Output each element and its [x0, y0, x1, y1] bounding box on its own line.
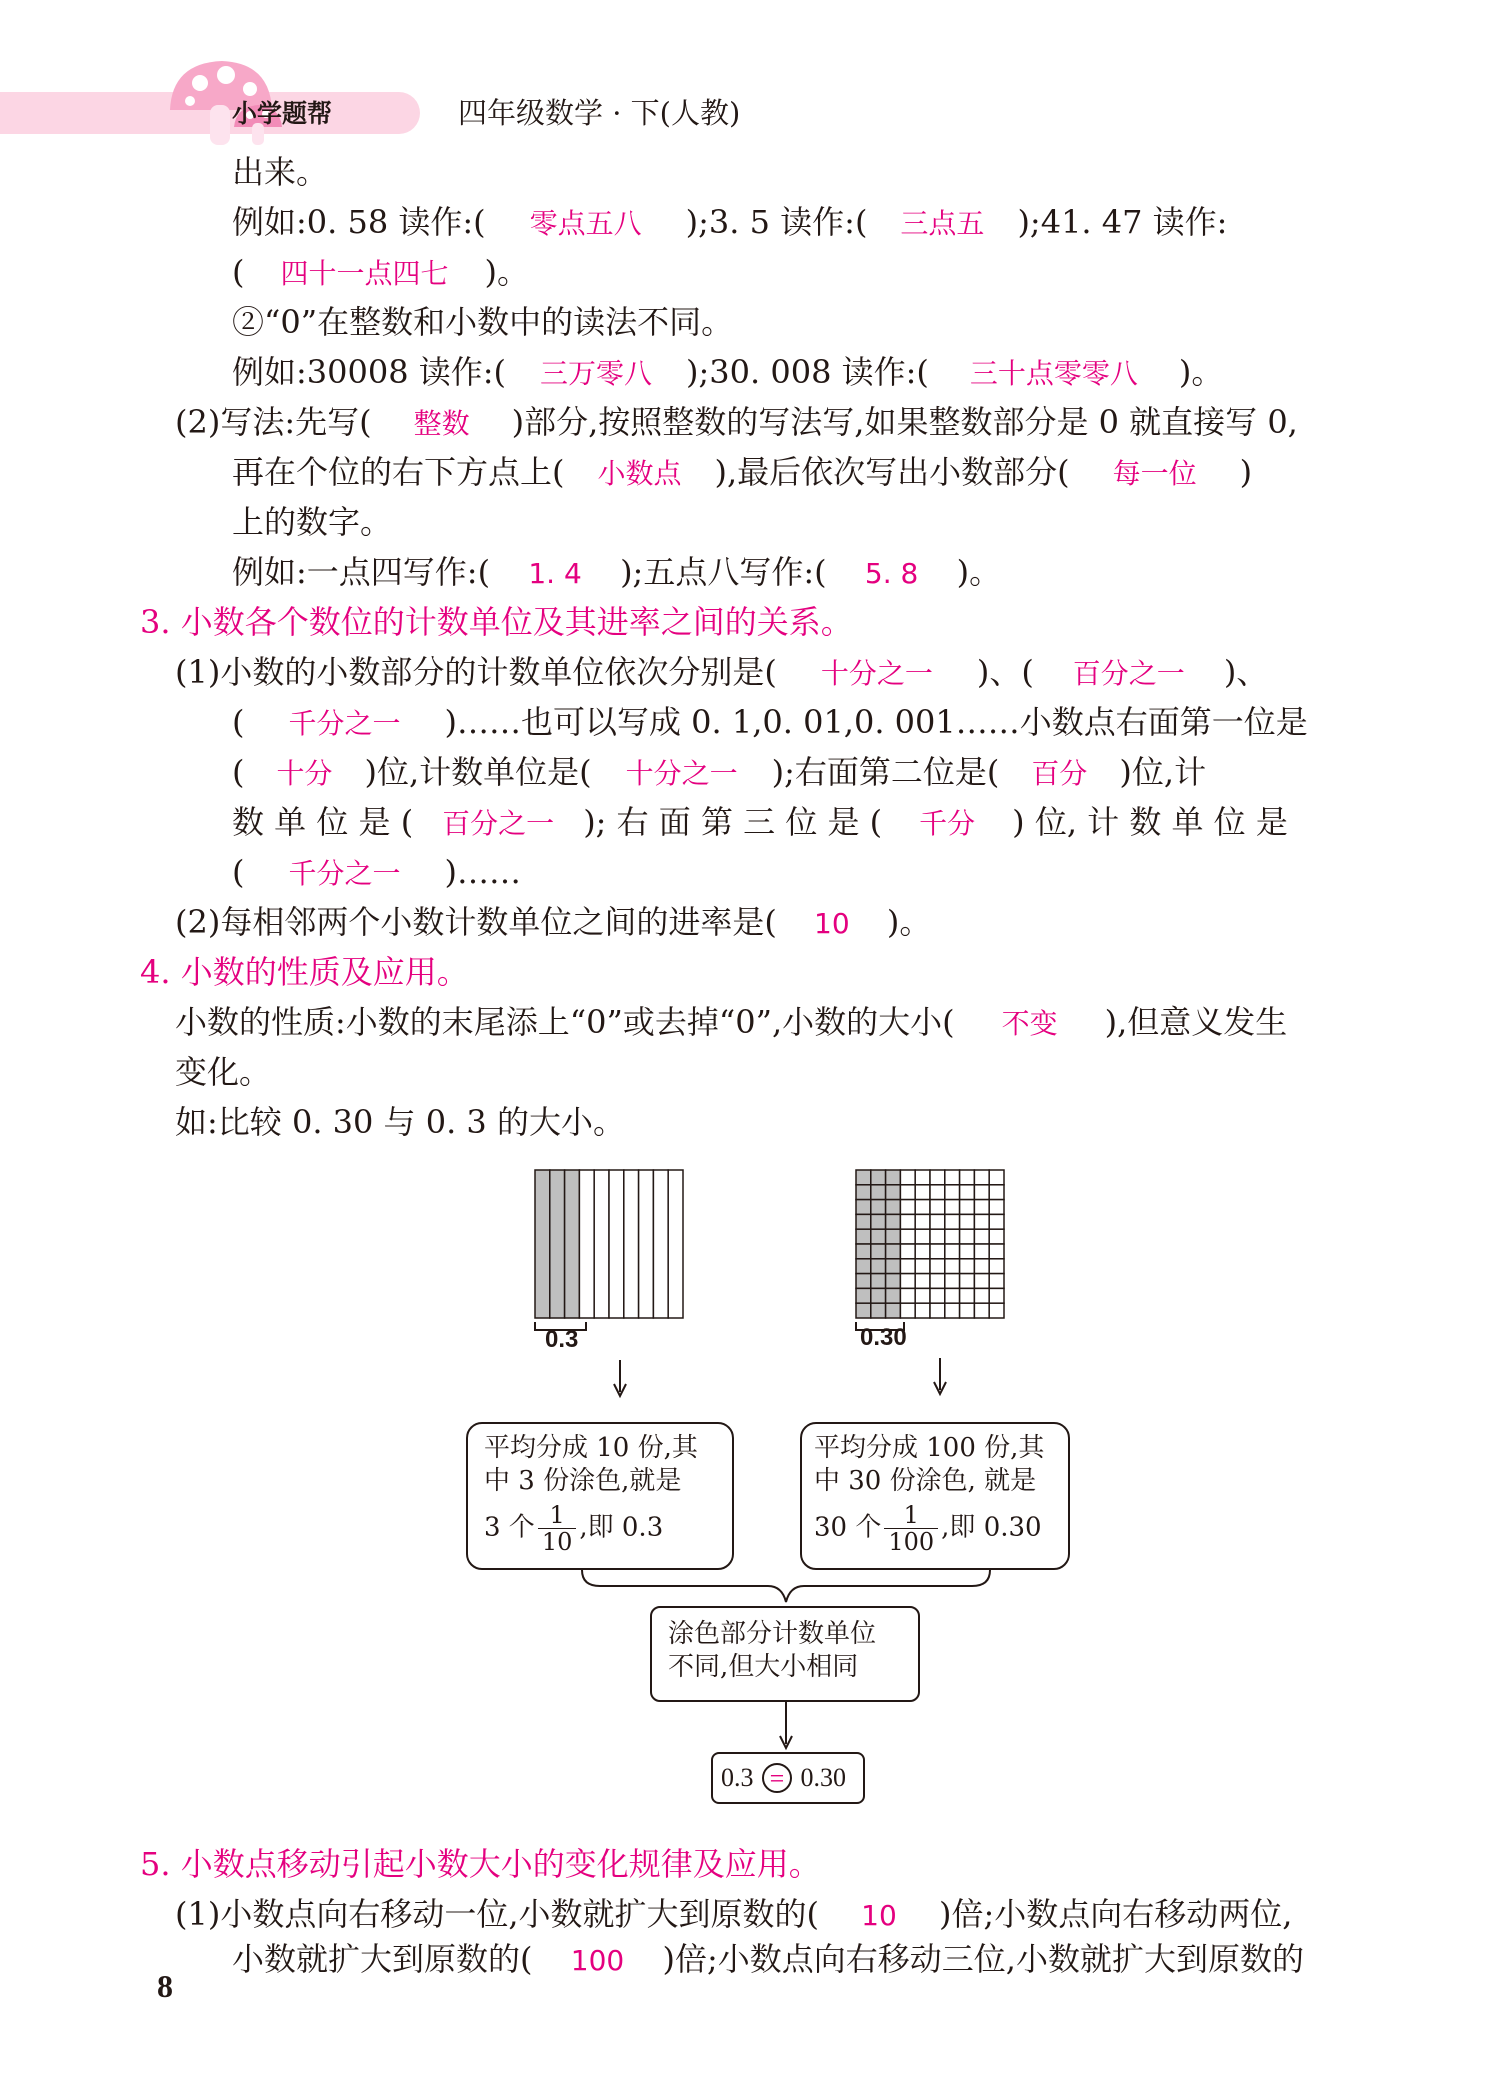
answer: 小数点	[597, 457, 682, 490]
hundredth-cell	[900, 1229, 915, 1244]
tenth-strip	[565, 1170, 580, 1318]
text-line: ( 四十一点四七 )。	[232, 248, 529, 298]
hundredth-cell	[974, 1185, 989, 1200]
hundredth-cell	[974, 1288, 989, 1303]
hundredth-cell	[871, 1259, 886, 1274]
hundredth-cell	[900, 1214, 915, 1229]
hundredth-cell	[915, 1259, 930, 1274]
tenths-grid	[535, 1170, 683, 1318]
answer: 十分	[276, 757, 333, 790]
hundredth-cell	[989, 1200, 1004, 1215]
explain-box-right: 平均分成 100 份,其 中 30 份涂色, 就是 30 个 $\frac{1}{100}$ ,即 0.30	[800, 1422, 1070, 1570]
text-line: 如:比较 0. 30 与 0. 3 的大小。	[175, 1103, 625, 1141]
text-line: 上的数字。	[232, 503, 393, 541]
answer: 10	[861, 1899, 897, 1932]
result-box: 0.3 = 0.30	[711, 1752, 865, 1804]
hundredth-cell	[915, 1288, 930, 1303]
hundredth-cell	[856, 1200, 871, 1215]
hundredth-cell	[915, 1244, 930, 1259]
hundredth-cell	[974, 1170, 989, 1185]
hundredth-cell	[871, 1274, 886, 1289]
hundredth-cell	[886, 1200, 901, 1215]
hundredth-cell	[930, 1170, 945, 1185]
hundredth-cell	[930, 1214, 945, 1229]
answer: 三万零八	[540, 357, 653, 390]
hundredth-cell	[900, 1185, 915, 1200]
header-tag: 小学题帮	[232, 99, 333, 128]
grid-label-left: 0.3	[545, 1326, 579, 1353]
hundredth-cell	[886, 1303, 901, 1318]
tenth-strip	[579, 1170, 594, 1318]
text-line: ②“0”在整数和小数中的读法不同。	[232, 303, 734, 341]
hundredth-cell	[871, 1303, 886, 1318]
hundredth-cell	[915, 1229, 930, 1244]
hundredth-cell	[930, 1288, 945, 1303]
hundredth-cell	[960, 1229, 975, 1244]
hundredth-cell	[930, 1229, 945, 1244]
hundredth-cell	[974, 1214, 989, 1229]
answer: 零点五八	[529, 207, 642, 240]
hundredth-cell	[915, 1214, 930, 1229]
answer: 整数	[413, 407, 470, 440]
hundredth-cell	[974, 1259, 989, 1274]
hundredth-cell	[871, 1229, 886, 1244]
hundredth-cell	[989, 1214, 1004, 1229]
hundredth-cell	[871, 1214, 886, 1229]
section-heading: 3. 小数各个数位的计数单位及其进率之间的关系。	[140, 603, 853, 641]
answer: 四十一点四七	[280, 257, 449, 290]
hundredth-cell	[930, 1303, 945, 1318]
hundredth-cell	[900, 1288, 915, 1303]
hundredth-cell	[960, 1214, 975, 1229]
hundredth-cell	[930, 1185, 945, 1200]
text-line: 小数就扩大到原数的( 100 )倍;小数点向右移动三位,小数就扩大到原数的	[232, 1935, 1304, 1985]
hundredth-cell	[915, 1185, 930, 1200]
hundredth-cell	[900, 1274, 915, 1289]
answer: 每一位	[1112, 457, 1197, 490]
hundredth-cell	[886, 1229, 901, 1244]
hundredth-cell	[960, 1274, 975, 1289]
hundredth-cell	[856, 1303, 871, 1318]
hundredth-cell	[989, 1170, 1004, 1185]
hundredth-cell	[856, 1288, 871, 1303]
hundredth-cell	[856, 1185, 871, 1200]
hundredth-cell	[960, 1288, 975, 1303]
text-line: 小数的性质:小数的末尾添上“0”或去掉“0”,小数的大小( 不变 ),但意义发生	[175, 998, 1287, 1048]
text-line: ( 千分之一 )……也可以写成 0. 1,0. 01,0. 001……小数点右面第一位是	[232, 698, 1308, 748]
hundredth-cell	[871, 1288, 886, 1303]
hundredth-cell	[900, 1200, 915, 1215]
arrow-down-icon	[614, 1360, 626, 1396]
hundredth-cell	[989, 1244, 1004, 1259]
hundredth-cell	[989, 1303, 1004, 1318]
hundredth-cell	[886, 1274, 901, 1289]
hundredth-cell	[886, 1214, 901, 1229]
hundredth-cell	[989, 1274, 1004, 1289]
answer: 100	[570, 1944, 625, 1977]
hundredth-cell	[945, 1214, 960, 1229]
hundredth-cell	[871, 1244, 886, 1259]
tenth-strip	[550, 1170, 565, 1318]
text-line: (1)小数的小数部分的计数单位依次分别是( 十分之一 )、( 百分之一 )、	[175, 648, 1268, 698]
hundredth-cell	[915, 1200, 930, 1215]
hundredth-cell	[989, 1229, 1004, 1244]
hundredth-cell	[900, 1259, 915, 1274]
hundredth-cell	[974, 1229, 989, 1244]
hundredth-cell	[856, 1259, 871, 1274]
hundredth-cell	[960, 1200, 975, 1215]
hundredth-cell	[886, 1244, 901, 1259]
tenth-strip	[668, 1170, 683, 1318]
answer: 百分之一	[442, 807, 555, 840]
hundredth-cell	[900, 1303, 915, 1318]
answer: 百分之一	[1072, 657, 1185, 690]
hundredth-cell	[930, 1244, 945, 1259]
explain-box-left: 平均分成 10 份,其 中 3 份涂色,就是 3 个 $\frac{1}{10}$ ,即 0.3	[466, 1422, 734, 1570]
hundredth-cell	[886, 1288, 901, 1303]
section-heading: 4. 小数的性质及应用。	[140, 953, 469, 991]
tenth-strip	[624, 1170, 639, 1318]
answer: 千分之一	[288, 857, 401, 890]
hundredth-cell	[945, 1259, 960, 1274]
text-line: 出来。	[232, 153, 329, 191]
text-line: (2)每相邻两个小数计数单位之间的进率是( 10 )。	[175, 898, 931, 948]
equals-sign: =	[762, 1763, 792, 1793]
hundredth-cell	[960, 1303, 975, 1318]
answer: 千分	[919, 807, 976, 840]
conclusion-box: 涂色部分计数单位 不同,但大小相同	[650, 1606, 920, 1702]
hundredth-cell	[886, 1259, 901, 1274]
hundredth-cell	[945, 1170, 960, 1185]
hundredth-cell	[930, 1200, 945, 1215]
hundredth-cell	[856, 1214, 871, 1229]
hundredth-cell	[989, 1185, 1004, 1200]
tenth-strip	[609, 1170, 624, 1318]
arrow-down-icon	[934, 1358, 946, 1394]
hundredth-cell	[960, 1170, 975, 1185]
header-title: 四年级数学 · 下(人教)	[458, 96, 741, 130]
hundredth-cell	[974, 1244, 989, 1259]
hundredth-cell	[915, 1170, 930, 1185]
hundredth-cell	[915, 1274, 930, 1289]
answer: 百分	[1031, 757, 1088, 790]
hundredth-cell	[915, 1303, 930, 1318]
tenth-strip	[535, 1170, 550, 1318]
answer: 1. 4	[528, 557, 582, 590]
hundredth-cell	[945, 1200, 960, 1215]
fraction: $\frac{1}{100}$	[884, 1502, 938, 1555]
arrow-down-icon	[780, 1702, 792, 1748]
text-line: ( 十分 )位,计数单位是( 十分之一 );右面第二位是( 百分 )位,计	[232, 748, 1206, 798]
hundredth-cell	[856, 1274, 871, 1289]
hundredth-cell	[945, 1288, 960, 1303]
hundredth-cell	[856, 1170, 871, 1185]
answer: 十分之一	[820, 657, 933, 690]
hundredth-cell	[871, 1170, 886, 1185]
tenth-strip	[594, 1170, 609, 1318]
hundredth-cell	[900, 1244, 915, 1259]
hundredth-cell	[930, 1259, 945, 1274]
hundredth-cell	[945, 1244, 960, 1259]
hundredth-cell	[974, 1200, 989, 1215]
tenth-strip	[639, 1170, 654, 1318]
text-line: 数 单 位 是 ( 百分之一 ); 右 面 第 三 位 是 ( 千分 ) 位, 计 数 单 位 是	[232, 798, 1288, 848]
hundredth-cell	[960, 1185, 975, 1200]
hundredth-cell	[945, 1303, 960, 1318]
hundredth-cell	[856, 1229, 871, 1244]
text-line: 变化。	[175, 1053, 272, 1091]
grid-label-right: 0.30	[860, 1324, 907, 1351]
curly-brace	[582, 1570, 990, 1602]
text-line: 例如:0. 58 读作:( 零点五八 );3. 5 读作:( 三点五 );41. 47 读作:	[232, 198, 1227, 248]
hundredth-cell	[886, 1185, 901, 1200]
hundredths-grid	[856, 1170, 1004, 1318]
text-line: ( 千分之一 )……	[232, 848, 521, 898]
answer: 三十点零零八	[969, 357, 1138, 390]
hundredth-cell	[989, 1288, 1004, 1303]
answer: 10	[814, 907, 850, 940]
hundredth-cell	[871, 1185, 886, 1200]
text-line: 再在个位的右下方点上( 小数点 ),最后依次写出小数部分( 每一位 )	[232, 448, 1252, 498]
hundredth-cell	[930, 1274, 945, 1289]
hundredth-cell	[974, 1303, 989, 1318]
answer: 十分之一	[625, 757, 738, 790]
answer: 三点五	[900, 207, 985, 240]
hundredth-cell	[945, 1229, 960, 1244]
text-line: 例如:一点四写作:( 1. 4 );五点八写作:( 5. 8 )。	[232, 548, 1001, 598]
fraction: $\frac{1}{10}$	[538, 1502, 577, 1555]
hundredth-cell	[856, 1244, 871, 1259]
answer: 5. 8	[864, 557, 919, 590]
tenth-strip	[653, 1170, 668, 1318]
answer: 千分之一	[288, 707, 401, 740]
text-line: (1)小数点向右移动一位,小数就扩大到原数的( 10 )倍;小数点向右移动两位,	[175, 1890, 1292, 1940]
hundredth-cell	[989, 1259, 1004, 1274]
hundredth-cell	[871, 1200, 886, 1215]
hundredth-cell	[900, 1170, 915, 1185]
hundredth-cell	[960, 1244, 975, 1259]
hundredth-cell	[945, 1185, 960, 1200]
text-line: 例如:30008 读作:( 三万零八 );30. 008 读作:( 三十点零零八 )。	[232, 348, 1223, 398]
hundredth-cell	[960, 1259, 975, 1274]
answer: 不变	[1001, 1007, 1058, 1040]
page-number: 8	[157, 1968, 173, 2004]
hundredth-cell	[945, 1274, 960, 1289]
text-line: (2)写法:先写( 整数 )部分,按照整数的写法写,如果整数部分是 0 就直接写 0,	[175, 398, 1298, 448]
hundredth-cell	[974, 1274, 989, 1289]
section-heading: 5. 小数点移动引起小数大小的变化规律及应用。	[140, 1845, 821, 1883]
hundredth-cell	[886, 1170, 901, 1185]
